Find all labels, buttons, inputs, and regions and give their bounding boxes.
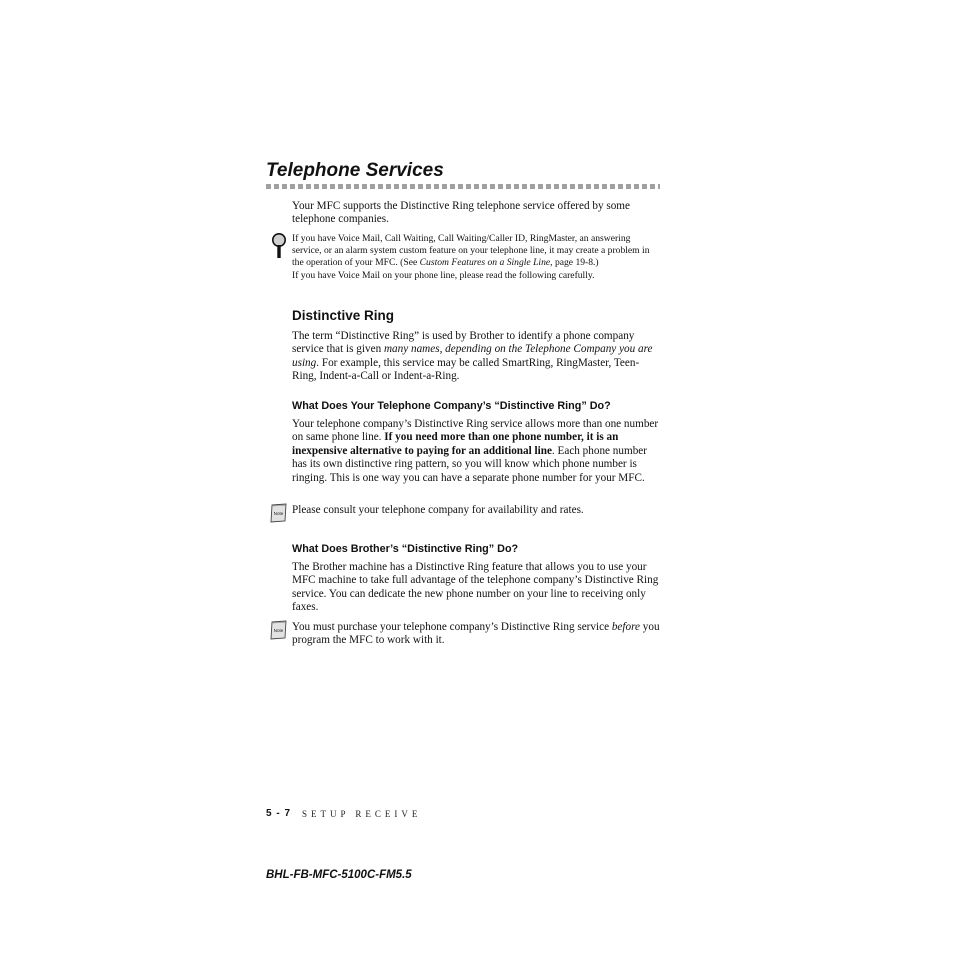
intro-paragraph: Your MFC supports the Distinctive Ring telephone service offered by some telephone companies. <box>292 200 630 226</box>
tip-paragraph-2: If you have Voice Mail on your phone line, please read the following carefully. <box>292 269 595 281</box>
section-title: Telephone Services <box>266 160 444 181</box>
note-icon-label: Note <box>273 511 284 516</box>
company-distinctive-ring-paragraph: Your telephone company’s Distinctive Ring service allows more than one number on same phone line. If you need more than one phone number, it is an inexpensive alternative to paying for an additional line. Each phone number has its own distinctive ring pattern, so you will know which phone number is ringing. This is one way you can have a separate phone number for your MFC. <box>292 418 659 484</box>
note-icon-label: Note <box>273 628 284 633</box>
brother-distinctive-ring-heading: What Does Brother’s “Distinctive Ring” Do? <box>292 543 519 555</box>
availability-note: Please consult your telephone company for availability and rates. <box>292 504 584 516</box>
page-number: 5 - 7 <box>266 808 292 819</box>
lightbulb-tip-icon <box>271 232 287 260</box>
distinctive-ring-paragraph: The term “Distinctive Ring” is used by Brother to identify a phone company service that is given many names, depending on the Telephone Company you are using. For example, this service may be called SmartRing, RingMaster, Teen-Ring, Indent-a-Call or Indent-a-Ring. <box>292 330 653 383</box>
purchase-note: You must purchase your telephone company’s Distinctive Ring service before you program the MFC to work with it. <box>292 621 660 647</box>
tip-paragraph-1: If you have Voice Mail, Call Waiting, Call Waiting/Caller ID, RingMaster, an answering service, or an alarm system custom feature on your telephone line, it may create a problem in the operation of your MFC. (See Custom Features on a Single Line, page 19-8.) <box>292 233 650 269</box>
brother-distinctive-ring-paragraph: The Brother machine has a Distinctive Ring feature that allows you to use your MFC machine to take full advantage of the telephone company’s Distinctive Ring service. You can dedicate the new phone number on your line to receiving only faxes. <box>292 561 659 614</box>
cross-reference: Custom Features on a Single Line <box>419 257 551 269</box>
company-distinctive-ring-heading: What Does Your Telephone Company’s “Distinctive Ring” Do? <box>292 400 611 412</box>
tip-block <box>292 233 662 282</box>
document-id: BHL-FB-MFC-5100C-FM5.5 <box>266 869 412 881</box>
dotted-divider <box>266 184 660 189</box>
distinctive-ring-heading: Distinctive Ring <box>292 308 395 323</box>
note-icon <box>269 503 288 523</box>
chapter-name: SETUP RECEIVE <box>302 809 422 819</box>
note-icon <box>269 620 288 640</box>
